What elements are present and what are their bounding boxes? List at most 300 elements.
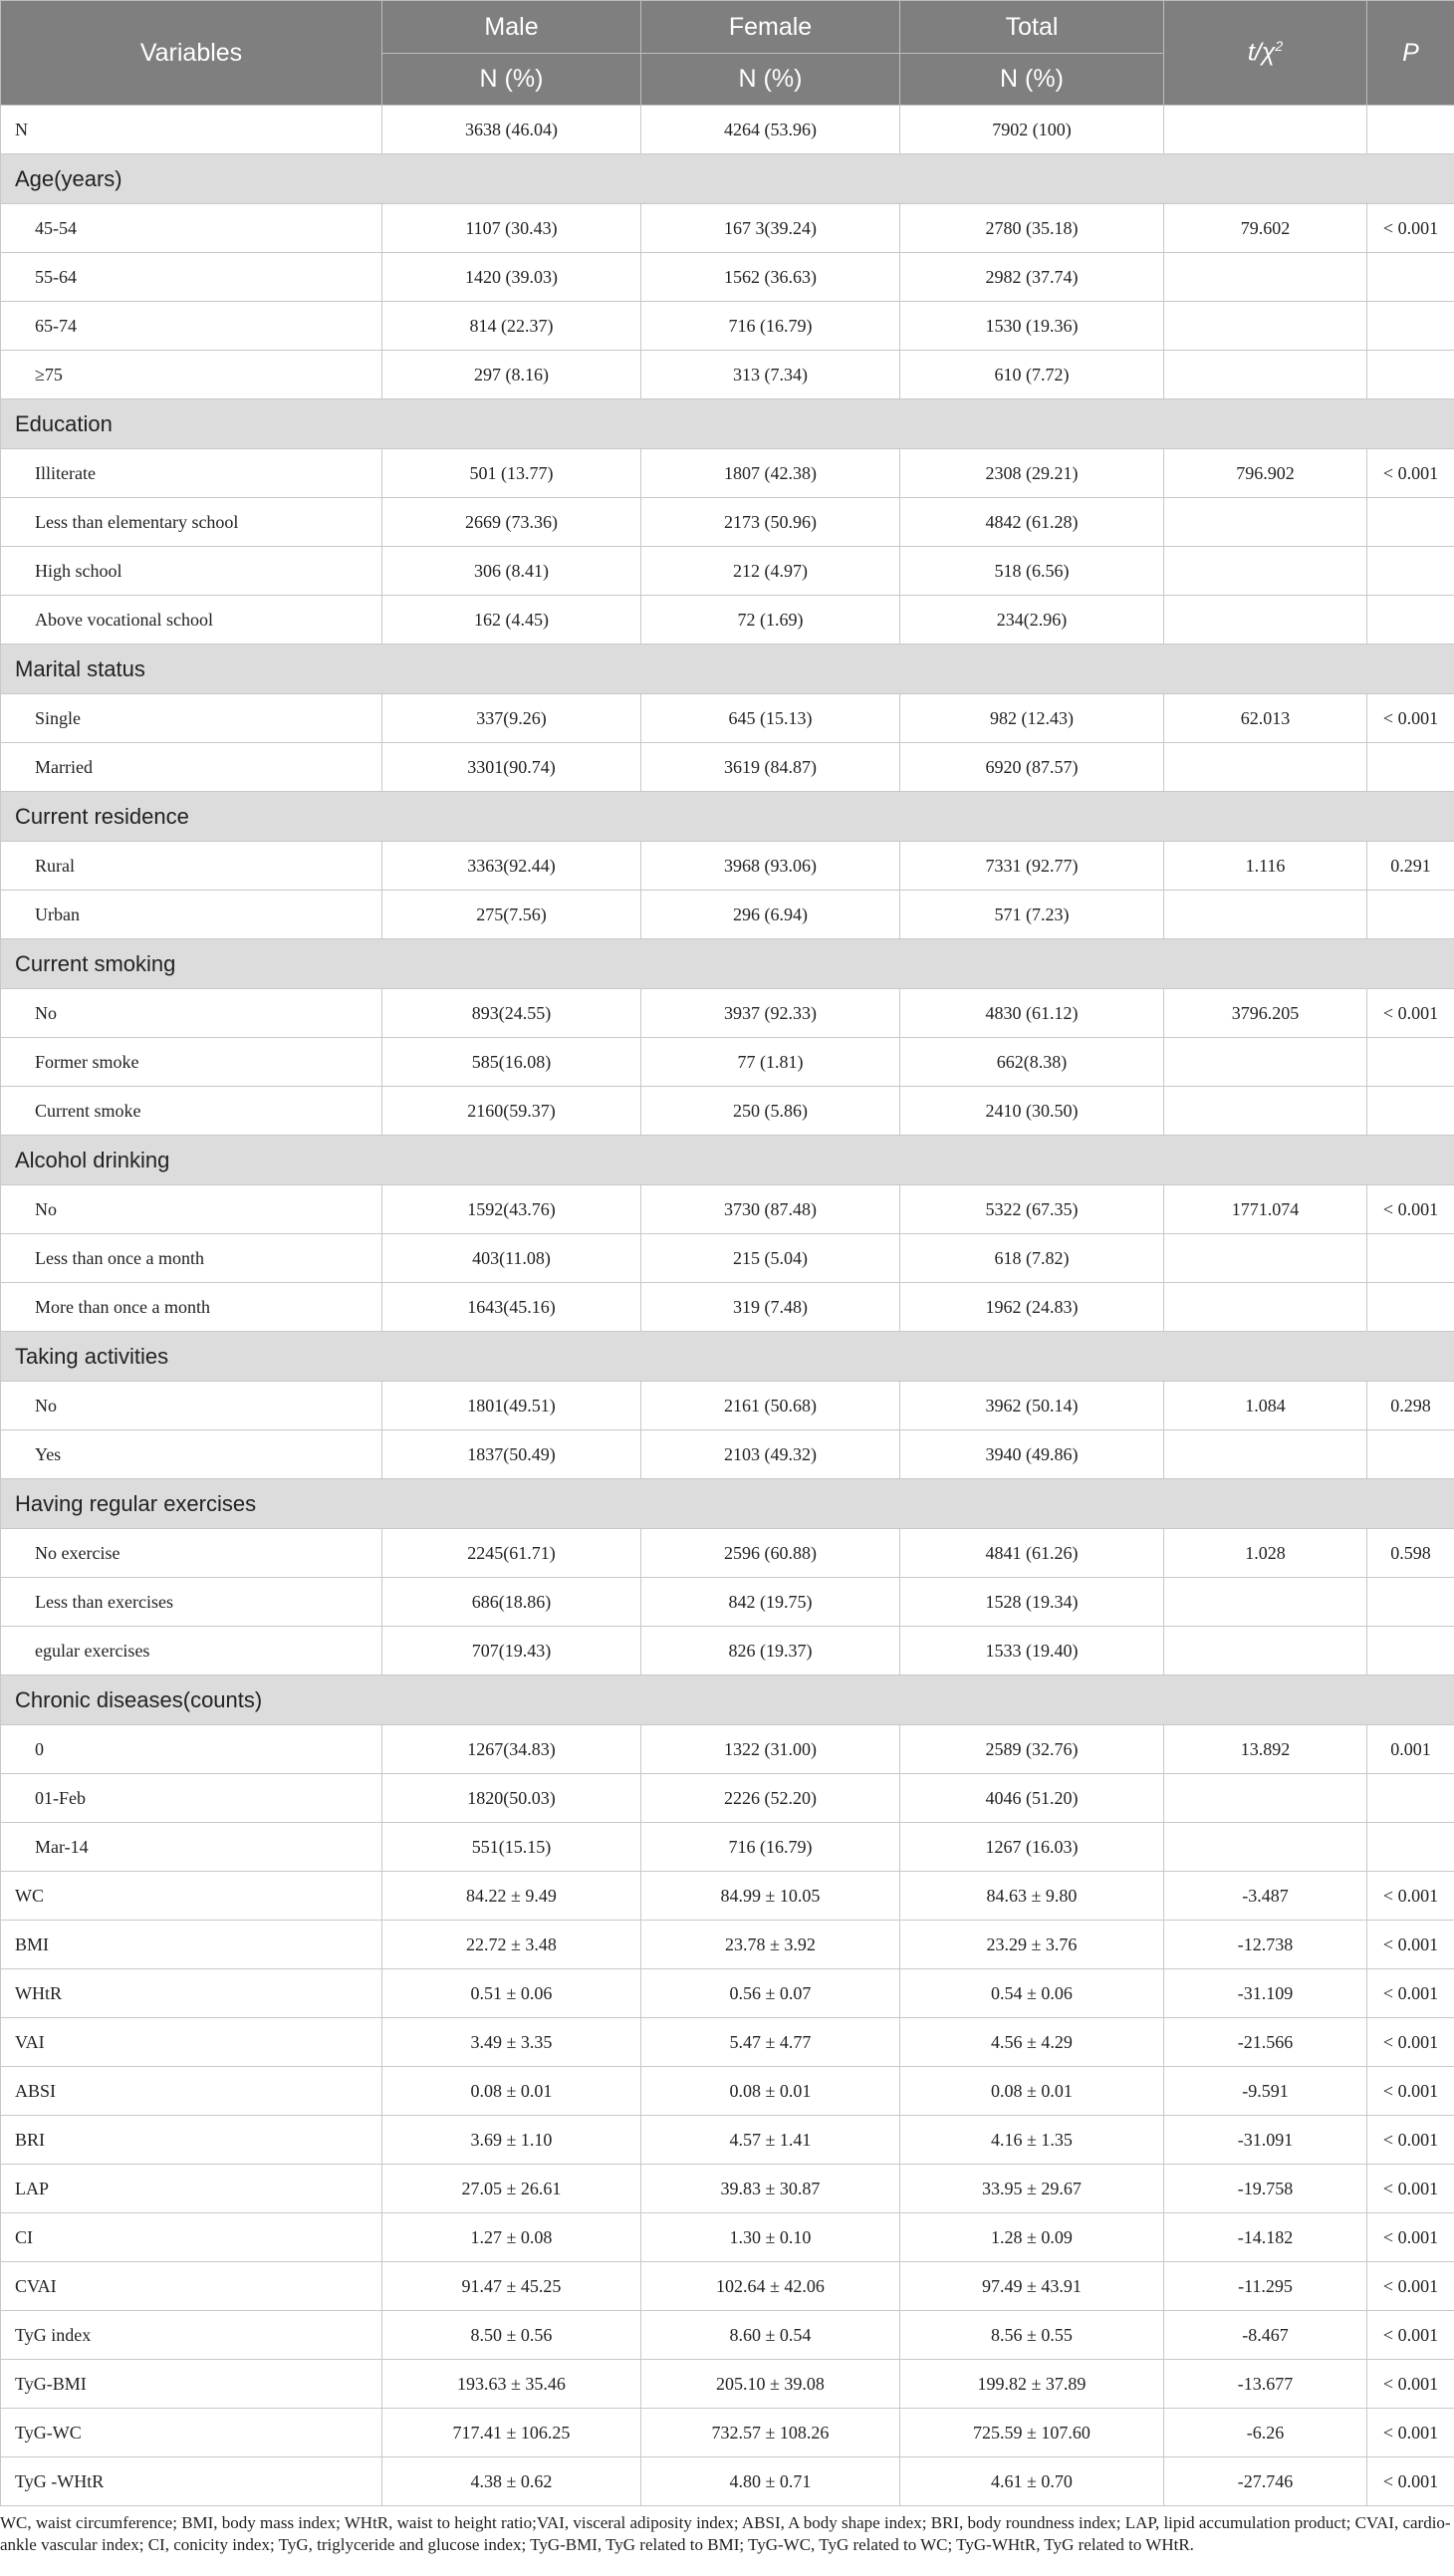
cell-total: 4.56 ± 4.29 (900, 2018, 1164, 2067)
row-label: egular exercises (1, 1627, 382, 1675)
cell-total: 518 (6.56) (900, 547, 1164, 596)
cell-statistic (1164, 351, 1367, 399)
cell-statistic: -11.295 (1164, 2262, 1367, 2311)
cell-male: 4.38 ± 0.62 (382, 2457, 641, 2506)
header-female: Female (641, 1, 900, 54)
cell-p-value: < 0.001 (1367, 694, 1454, 743)
cell-statistic (1164, 1774, 1367, 1823)
row-label: WC (1, 1872, 382, 1921)
cell-total: 662(8.38) (900, 1038, 1164, 1087)
cell-statistic (1164, 1578, 1367, 1627)
cell-p-value: < 0.001 (1367, 2262, 1454, 2311)
row-label: No (1, 989, 382, 1038)
cell-total: 8.56 ± 0.55 (900, 2311, 1164, 2360)
cell-p-value (1367, 498, 1454, 547)
cell-statistic: 1.116 (1164, 842, 1367, 891)
section-title: Alcohol drinking (1, 1136, 1454, 1185)
table-row (1, 2311, 1454, 2360)
cell-male: 297 (8.16) (382, 351, 641, 399)
cell-p-value (1367, 253, 1454, 302)
cell-statistic: 796.902 (1164, 449, 1367, 498)
cell-female: 0.08 ± 0.01 (641, 2067, 900, 2116)
cell-male: 1420 (39.03) (382, 253, 641, 302)
cell-female: 645 (15.13) (641, 694, 900, 743)
cell-female: 296 (6.94) (641, 891, 900, 939)
cell-total: 1530 (19.36) (900, 302, 1164, 351)
cell-statistic: -12.738 (1164, 1921, 1367, 1969)
row-label: N (1, 106, 382, 154)
table-row (1, 1087, 1454, 1136)
row-label: TyG index (1, 2311, 382, 2360)
row-label: WHtR (1, 1969, 382, 2018)
row-label: Less than elementary school (1, 498, 382, 547)
cell-statistic: -31.109 (1164, 1969, 1367, 2018)
cell-female: 3968 (93.06) (641, 842, 900, 891)
cell-male: 814 (22.37) (382, 302, 641, 351)
cell-p-value (1367, 302, 1454, 351)
cell-female: 1807 (42.38) (641, 449, 900, 498)
header-p-value: P (1367, 1, 1454, 106)
cell-p-value (1367, 1283, 1454, 1332)
cell-female: 72 (1.69) (641, 596, 900, 644)
table-row (1, 1823, 1454, 1872)
cell-p-value: < 0.001 (1367, 449, 1454, 498)
row-label: Above vocational school (1, 596, 382, 644)
cell-male: 162 (4.45) (382, 596, 641, 644)
cell-statistic (1164, 253, 1367, 302)
row-label: TyG -WHtR (1, 2457, 382, 2506)
cell-male: 0.08 ± 0.01 (382, 2067, 641, 2116)
cell-p-value: 0.298 (1367, 1382, 1454, 1430)
cell-statistic (1164, 1430, 1367, 1479)
table-row (1, 1578, 1454, 1627)
cell-total: 6920 (87.57) (900, 743, 1164, 792)
cell-p-value (1367, 1823, 1454, 1872)
cell-p-value: < 0.001 (1367, 1921, 1454, 1969)
cell-male: 1837(50.49) (382, 1430, 641, 1479)
cell-female: 2596 (60.88) (641, 1529, 900, 1578)
cell-male: 403(11.08) (382, 1234, 641, 1283)
cell-total: 0.54 ± 0.06 (900, 1969, 1164, 2018)
table-row (1, 2262, 1454, 2311)
table-row (1, 842, 1454, 891)
table-row (1, 1725, 1454, 1774)
row-label: Less than once a month (1, 1234, 382, 1283)
cell-total: 4.16 ± 1.35 (900, 2116, 1164, 2165)
cell-p-value: < 0.001 (1367, 2311, 1454, 2360)
cell-statistic: 1771.074 (1164, 1185, 1367, 1234)
row-label: Rural (1, 842, 382, 891)
cell-total: 0.08 ± 0.01 (900, 2067, 1164, 2116)
cell-female: 205.10 ± 39.08 (641, 2360, 900, 2409)
cell-p-value: < 0.001 (1367, 2360, 1454, 2409)
subheader-total: N (%) (900, 54, 1164, 106)
cell-male: 1.27 ± 0.08 (382, 2213, 641, 2262)
cell-statistic: -6.26 (1164, 2409, 1367, 2457)
cell-female: 167 3(39.24) (641, 204, 900, 253)
table-row (1, 1185, 1454, 1234)
section-title: Current smoking (1, 939, 1454, 989)
cell-female: 0.56 ± 0.07 (641, 1969, 900, 2018)
row-label: 45-54 (1, 204, 382, 253)
cell-p-value (1367, 1234, 1454, 1283)
header-statistic (1164, 1, 1367, 106)
cell-total: 571 (7.23) (900, 891, 1164, 939)
cell-total: 234(2.96) (900, 596, 1164, 644)
table-row (1, 1627, 1454, 1675)
cell-male: 2160(59.37) (382, 1087, 641, 1136)
cell-female: 215 (5.04) (641, 1234, 900, 1283)
table-row (1, 2018, 1454, 2067)
cell-p-value: < 0.001 (1367, 2116, 1454, 2165)
cell-total: 7902 (100) (900, 106, 1164, 154)
cell-female: 319 (7.48) (641, 1283, 900, 1332)
cell-total: 1.28 ± 0.09 (900, 2213, 1164, 2262)
cell-male: 2245(61.71) (382, 1529, 641, 1578)
cell-statistic (1164, 743, 1367, 792)
cell-p-value: < 0.001 (1367, 204, 1454, 253)
table-row (1, 449, 1454, 498)
row-label: 0 (1, 1725, 382, 1774)
header-variables: Variables (1, 1, 382, 106)
row-label: Less than exercises (1, 1578, 382, 1627)
cell-statistic: 1.028 (1164, 1529, 1367, 1578)
cell-female: 4264 (53.96) (641, 106, 900, 154)
cell-total: 4842 (61.28) (900, 498, 1164, 547)
cell-statistic (1164, 1823, 1367, 1872)
table-row (1, 498, 1454, 547)
cell-male: 0.51 ± 0.06 (382, 1969, 641, 2018)
subheader-male: N (%) (382, 54, 641, 106)
cell-male: 306 (8.41) (382, 547, 641, 596)
cell-p-value: 0.291 (1367, 842, 1454, 891)
table-row (1, 204, 1454, 253)
section-title: Chronic diseases(counts) (1, 1675, 1454, 1725)
section-header-row (1, 399, 1454, 449)
cell-female: 826 (19.37) (641, 1627, 900, 1675)
cell-statistic: 62.013 (1164, 694, 1367, 743)
row-label: 65-74 (1, 302, 382, 351)
row-label: Yes (1, 1430, 382, 1479)
row-label: Current smoke (1, 1087, 382, 1136)
cell-p-value (1367, 1430, 1454, 1479)
cell-statistic (1164, 1087, 1367, 1136)
section-header-row (1, 1136, 1454, 1185)
cell-male: 3638 (46.04) (382, 106, 641, 154)
cell-total: 4046 (51.20) (900, 1774, 1164, 1823)
table-row (1, 694, 1454, 743)
cell-statistic (1164, 596, 1367, 644)
cell-p-value (1367, 1038, 1454, 1087)
cell-p-value (1367, 351, 1454, 399)
row-label: More than once a month (1, 1283, 382, 1332)
section-header-row (1, 644, 1454, 694)
row-label: Single (1, 694, 382, 743)
cell-male: 1643(45.16) (382, 1283, 641, 1332)
section-header-row (1, 1332, 1454, 1382)
cell-p-value: < 0.001 (1367, 2165, 1454, 2213)
cell-female: 842 (19.75) (641, 1578, 900, 1627)
cell-male: 3301(90.74) (382, 743, 641, 792)
cell-male: 585(16.08) (382, 1038, 641, 1087)
table-row (1, 596, 1454, 644)
table-row (1, 302, 1454, 351)
cell-p-value: < 0.001 (1367, 1872, 1454, 1921)
cell-male: 1592(43.76) (382, 1185, 641, 1234)
cell-statistic (1164, 891, 1367, 939)
row-label: 55-64 (1, 253, 382, 302)
row-label: No exercise (1, 1529, 382, 1578)
cell-total: 23.29 ± 3.76 (900, 1921, 1164, 1969)
cell-female: 3937 (92.33) (641, 989, 900, 1038)
cell-male: 551(15.15) (382, 1823, 641, 1872)
section-header-row (1, 1675, 1454, 1725)
table-row (1, 2409, 1454, 2457)
table-row (1, 253, 1454, 302)
cell-statistic (1164, 498, 1367, 547)
section-title: Having regular exercises (1, 1479, 1454, 1529)
cell-female: 23.78 ± 3.92 (641, 1921, 900, 1969)
cell-total: 97.49 ± 43.91 (900, 2262, 1164, 2311)
row-label: 01-Feb (1, 1774, 382, 1823)
cell-total: 2982 (37.74) (900, 253, 1164, 302)
table-row (1, 2360, 1454, 2409)
cell-female: 84.99 ± 10.05 (641, 1872, 900, 1921)
cell-statistic (1164, 302, 1367, 351)
table-row (1, 1774, 1454, 1823)
cell-statistic: -9.591 (1164, 2067, 1367, 2116)
table-row (1, 2457, 1454, 2506)
cell-female: 1.30 ± 0.10 (641, 2213, 900, 2262)
cell-p-value (1367, 547, 1454, 596)
cell-male: 686(18.86) (382, 1578, 641, 1627)
cell-p-value: 0.001 (1367, 1725, 1454, 1774)
cell-statistic: -31.091 (1164, 2116, 1367, 2165)
cell-p-value: < 0.001 (1367, 2213, 1454, 2262)
table-row (1, 2116, 1454, 2165)
table-row (1, 1430, 1454, 1479)
section-title: Current residence (1, 792, 1454, 842)
table-row (1, 2067, 1454, 2116)
cell-female: 212 (4.97) (641, 547, 900, 596)
header-total: Total (900, 1, 1164, 54)
cell-female: 5.47 ± 4.77 (641, 2018, 900, 2067)
cell-total: 4841 (61.26) (900, 1529, 1164, 1578)
cell-p-value: < 0.001 (1367, 1185, 1454, 1234)
row-label: No (1, 1382, 382, 1430)
row-label: ≥75 (1, 351, 382, 399)
table-row (1, 1872, 1454, 1921)
cell-male: 3363(92.44) (382, 842, 641, 891)
cell-female: 716 (16.79) (641, 1823, 900, 1872)
cell-total: 725.59 ± 107.60 (900, 2409, 1164, 2457)
table-row (1, 2213, 1454, 2262)
cell-statistic (1164, 106, 1367, 154)
cell-male: 3.69 ± 1.10 (382, 2116, 641, 2165)
table-row (1, 1529, 1454, 1578)
table-footnote: WC, waist circumference; BMI, body mass index; WHtR, waist to height ratio;VAI, visceral adiposity index; ABSI, A body shape index; BRI, body roundness index; LAP, lipid accumulation product; CVAI, cardio-ankle vascular index; CI, conicity index; TyG, triglyceride and glucose index; TyG-BMI, TyG related to BMI; TyG-WC, TyG related to WC; TyG-WHtR, TyG related to WHtR. (0, 2513, 1451, 2554)
row-label: Illiterate (1, 449, 382, 498)
row-label: LAP (1, 2165, 382, 2213)
cell-total: 1962 (24.83) (900, 1283, 1164, 1332)
cell-statistic: -27.746 (1164, 2457, 1367, 2506)
row-label: ABSI (1, 2067, 382, 2116)
cell-male: 717.41 ± 106.25 (382, 2409, 641, 2457)
cell-statistic (1164, 1234, 1367, 1283)
cell-male: 193.63 ± 35.46 (382, 2360, 641, 2409)
cell-statistic (1164, 1283, 1367, 1332)
cell-statistic (1164, 547, 1367, 596)
cell-female: 3730 (87.48) (641, 1185, 900, 1234)
cell-total: 2780 (35.18) (900, 204, 1164, 253)
table-row (1, 1921, 1454, 1969)
cell-male: 1267(34.83) (382, 1725, 641, 1774)
cell-statistic: -13.677 (1164, 2360, 1367, 2409)
table-row (1, 1234, 1454, 1283)
cell-female: 1322 (31.00) (641, 1725, 900, 1774)
section-header-row (1, 1479, 1454, 1529)
cell-p-value (1367, 106, 1454, 154)
cell-statistic: 13.892 (1164, 1725, 1367, 1774)
cell-total: 4830 (61.12) (900, 989, 1164, 1038)
cell-total: 2308 (29.21) (900, 449, 1164, 498)
cell-total: 84.63 ± 9.80 (900, 1872, 1164, 1921)
cell-statistic: 79.602 (1164, 204, 1367, 253)
section-header-row (1, 154, 1454, 204)
cell-female: 2103 (49.32) (641, 1430, 900, 1479)
cell-p-value (1367, 1774, 1454, 1823)
cell-female: 77 (1.81) (641, 1038, 900, 1087)
cell-statistic: -14.182 (1164, 2213, 1367, 2262)
cell-statistic: 3796.205 (1164, 989, 1367, 1038)
cell-statistic: -21.566 (1164, 2018, 1367, 2067)
row-label: BRI (1, 2116, 382, 2165)
cell-female: 8.60 ± 0.54 (641, 2311, 900, 2360)
row-label: TyG-BMI (1, 2360, 382, 2409)
cell-female: 732.57 ± 108.26 (641, 2409, 900, 2457)
table-row (1, 989, 1454, 1038)
table-row (1, 743, 1454, 792)
table-row (1, 891, 1454, 939)
cell-statistic (1164, 1038, 1367, 1087)
cell-p-value (1367, 891, 1454, 939)
row-label: Mar-14 (1, 1823, 382, 1872)
table-row (1, 1038, 1454, 1087)
cell-p-value (1367, 1578, 1454, 1627)
table-row-n (1, 106, 1454, 154)
cell-p-value: < 0.001 (1367, 989, 1454, 1038)
cell-male: 893(24.55) (382, 989, 641, 1038)
row-label: Former smoke (1, 1038, 382, 1087)
cell-total: 2410 (30.50) (900, 1087, 1164, 1136)
row-label: VAI (1, 2018, 382, 2067)
cell-female: 4.57 ± 1.41 (641, 2116, 900, 2165)
cell-statistic: -19.758 (1164, 2165, 1367, 2213)
cell-total: 199.82 ± 37.89 (900, 2360, 1164, 2409)
table-row (1, 1283, 1454, 1332)
cell-p-value: < 0.001 (1367, 2409, 1454, 2457)
cell-female: 2161 (50.68) (641, 1382, 900, 1430)
table-header (1, 1, 1454, 106)
row-label: High school (1, 547, 382, 596)
cell-female: 2226 (52.20) (641, 1774, 900, 1823)
section-title: Age(years) (1, 154, 1454, 204)
cell-female: 3619 (84.87) (641, 743, 900, 792)
cell-male: 501 (13.77) (382, 449, 641, 498)
table-row (1, 547, 1454, 596)
cell-female: 2173 (50.96) (641, 498, 900, 547)
cell-male: 1801(49.51) (382, 1382, 641, 1430)
cell-total: 2589 (32.76) (900, 1725, 1164, 1774)
row-label: BMI (1, 1921, 382, 1969)
cell-statistic: -8.467 (1164, 2311, 1367, 2360)
row-label: TyG-WC (1, 2409, 382, 2457)
cell-total: 7331 (92.77) (900, 842, 1164, 891)
cell-total: 5322 (67.35) (900, 1185, 1164, 1234)
cell-p-value: 0.598 (1367, 1529, 1454, 1578)
cell-male: 27.05 ± 26.61 (382, 2165, 641, 2213)
header-male: Male (382, 1, 641, 54)
table-row (1, 1382, 1454, 1430)
cell-total: 3940 (49.86) (900, 1430, 1164, 1479)
cell-male: 707(19.43) (382, 1627, 641, 1675)
row-label: CVAI (1, 2262, 382, 2311)
cell-male: 84.22 ± 9.49 (382, 1872, 641, 1921)
table-row (1, 1969, 1454, 2018)
cell-p-value (1367, 596, 1454, 644)
cell-p-value: < 0.001 (1367, 2457, 1454, 2506)
cell-total: 3962 (50.14) (900, 1382, 1164, 1430)
cell-male: 1820(50.03) (382, 1774, 641, 1823)
cell-statistic: 1.084 (1164, 1382, 1367, 1430)
cell-total: 1267 (16.03) (900, 1823, 1164, 1872)
cell-p-value (1367, 1627, 1454, 1675)
cell-p-value: < 0.001 (1367, 2018, 1454, 2067)
cell-female: 1562 (36.63) (641, 253, 900, 302)
section-title: Taking activities (1, 1332, 1454, 1382)
cell-total: 618 (7.82) (900, 1234, 1164, 1283)
cell-total: 1528 (19.34) (900, 1578, 1164, 1627)
table-row (1, 2165, 1454, 2213)
section-header-row (1, 939, 1454, 989)
header-statistic-label: t/χ (1247, 38, 1276, 67)
section-title: Education (1, 399, 1454, 449)
cell-female: 716 (16.79) (641, 302, 900, 351)
cell-p-value: < 0.001 (1367, 1969, 1454, 2018)
row-label: CI (1, 2213, 382, 2262)
subheader-female: N (%) (641, 54, 900, 106)
cell-p-value (1367, 743, 1454, 792)
cell-male: 3.49 ± 3.35 (382, 2018, 641, 2067)
cell-female: 102.64 ± 42.06 (641, 2262, 900, 2311)
cell-statistic (1164, 1627, 1367, 1675)
cell-p-value (1367, 1087, 1454, 1136)
cell-male: 337(9.26) (382, 694, 641, 743)
row-label: No (1, 1185, 382, 1234)
cell-total: 610 (7.72) (900, 351, 1164, 399)
cell-statistic: -3.487 (1164, 1872, 1367, 1921)
section-title: Marital status (1, 644, 1454, 694)
cell-total: 4.61 ± 0.70 (900, 2457, 1164, 2506)
header-statistic-superscript: 2 (1275, 38, 1284, 55)
table-body (1, 106, 1454, 2506)
cell-total: 1533 (19.40) (900, 1627, 1164, 1675)
cell-male: 91.47 ± 45.25 (382, 2262, 641, 2311)
cell-total: 982 (12.43) (900, 694, 1164, 743)
cell-female: 313 (7.34) (641, 351, 900, 399)
cell-male: 8.50 ± 0.56 (382, 2311, 641, 2360)
cell-male: 22.72 ± 3.48 (382, 1921, 641, 1969)
